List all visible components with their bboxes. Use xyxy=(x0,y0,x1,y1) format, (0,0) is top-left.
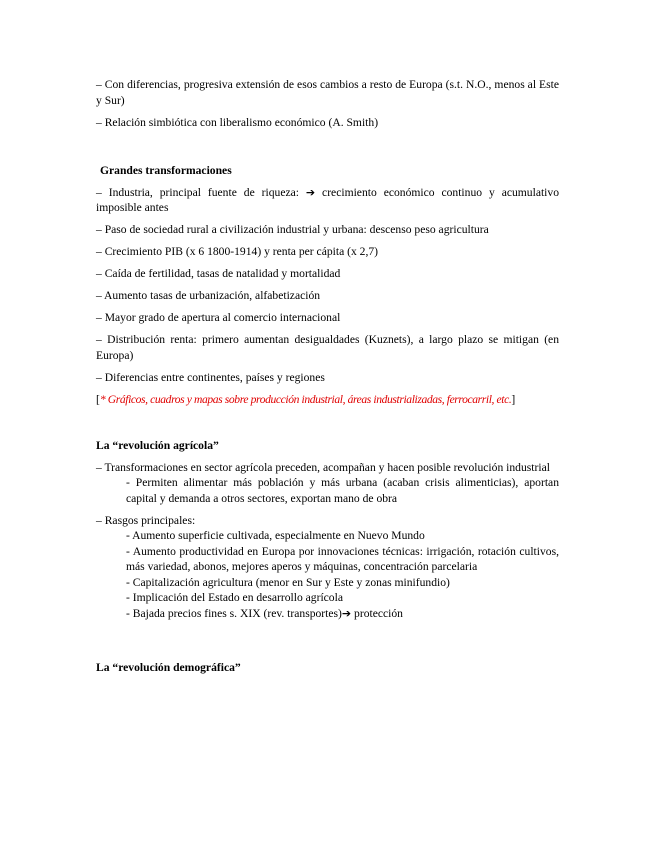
industry-prefix: – Industria, principal fuente de riqueza: xyxy=(96,185,306,199)
grandes-item: – Crecimiento PIB (x 6 1800-1914) y renta per cápita (x 2,7) xyxy=(96,245,379,258)
agricola-item-1-sub: - Permiten alimentar más población y más urbana (acaban crisis alimenticias), aportan capital y demanda a otros sectores, exportan mano de obra xyxy=(126,476,559,505)
document-page xyxy=(96,77,559,676)
grandes-item: – Mayor grado de apertura al comercio internacional xyxy=(96,311,341,324)
agricola-item-1: – Transformaciones en sector agrícola preceden, acompañan y hacen posible revolución industrial xyxy=(96,460,550,474)
rasgo-item: - Capitalización agricultura (menor en Sur y Este y zonas minifundio) xyxy=(126,575,450,589)
grandes-item: – Paso de sociedad rural a civilización industrial y urbana: descenso peso agricultura xyxy=(96,223,489,236)
rasgo-last-prefix: - Bajada precios fines s. XIX (rev. transportes) xyxy=(126,606,342,620)
intro-item-2: – Relación simbiótica con liberalismo económico (A. Smith) xyxy=(96,115,379,129)
rasgo-last-suffix: protección xyxy=(351,606,403,620)
note-bracket-close: ] xyxy=(511,392,516,406)
section-heading-demografica: La “revolución demográfica” xyxy=(96,661,241,674)
grandes-item: – Aumento tasas de urbanización, alfabetización xyxy=(96,289,321,302)
section-heading-agricola: La “revolución agrícola” xyxy=(96,439,219,452)
red-note xyxy=(96,392,559,408)
grandes-item: – Distribución renta: primero aumentan desigualdades (Kuznets), a largo plazo se mitigan (en Europa) xyxy=(96,333,559,362)
grandes-item: – Caída de fertilidad, tasas de natalidad y mortalidad xyxy=(96,267,341,280)
grandes-item-industry xyxy=(96,185,559,216)
grandes-item: – Diferencias entre continentes, países y regiones xyxy=(96,370,325,384)
rasgo-item-last xyxy=(96,606,559,622)
agricola-item-2: – Rasgos principales: xyxy=(96,513,196,527)
rasgo-item: - Implicación del Estado en desarrollo agrícola xyxy=(126,591,343,604)
note-bracket-open: [ xyxy=(96,392,100,406)
arrow-right-icon: ➔ xyxy=(305,185,316,199)
industry-suffix: crecimiento económico continuo y acumulativo imposible antes xyxy=(96,185,559,214)
section-heading-grandes: Grandes transformaciones xyxy=(100,164,232,177)
red-note-text: * Gráficos, cuadros y mapas sobre producción industrial, áreas industrializadas, ferrocarril, etc. xyxy=(99,392,512,406)
rasgo-item: - Aumento superficie cultivada, especialmente en Nuevo Mundo xyxy=(126,529,425,542)
intro-item-1: – Con diferencias, progresiva extensión de esos cambios a resto de Europa (s.t. N.O., menos al Este y Sur) xyxy=(96,78,559,107)
arrow-right-icon: ➔ xyxy=(341,606,352,620)
rasgo-item: - Aumento productividad en Europa por innovaciones técnicas: irrigación, rotación cultivos, más variedad, abonos, mejores aperos y máquinas, concentración parcelaria xyxy=(126,544,559,573)
